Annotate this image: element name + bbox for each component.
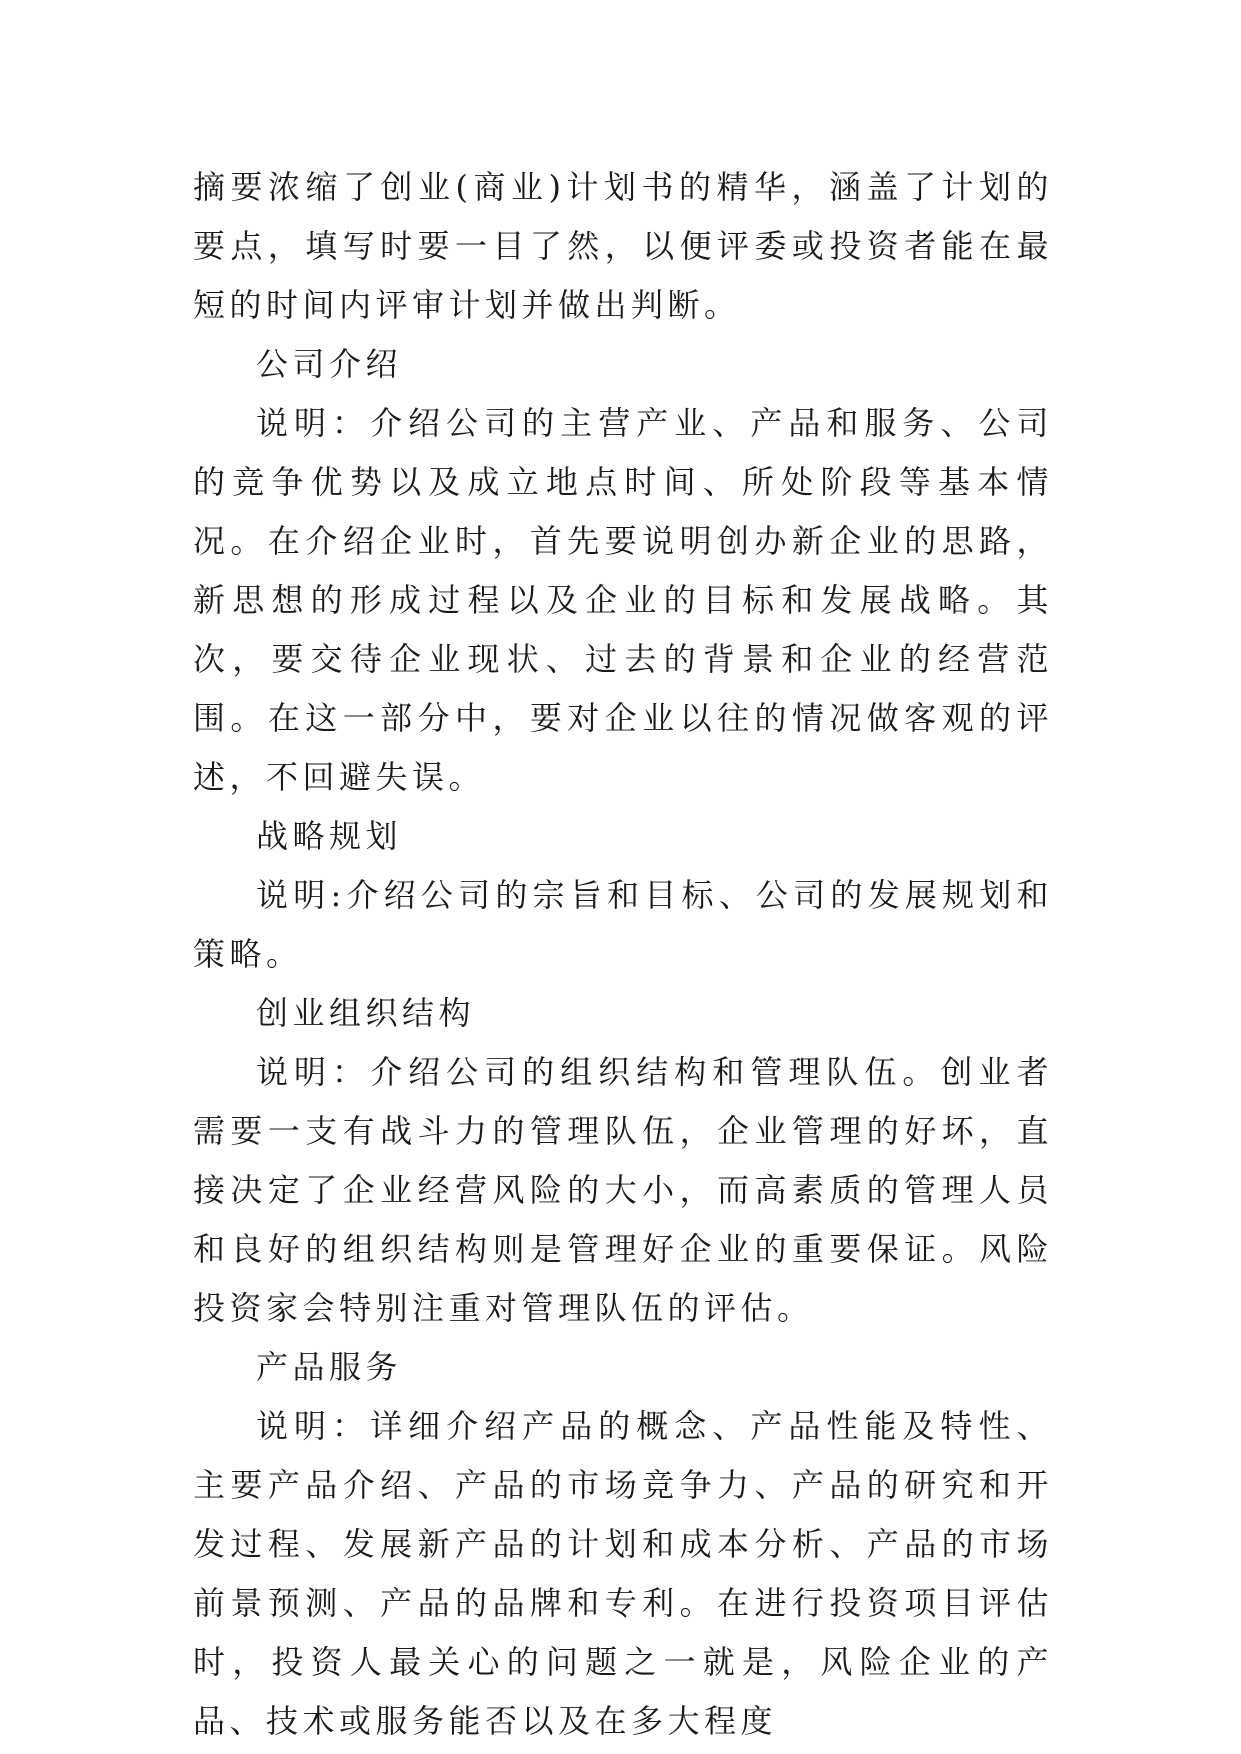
section-heading-strategy: 战略规划: [256, 817, 403, 855]
section-heading-products: 产品服务: [256, 1348, 403, 1386]
products-paragraph: 说明：详细介绍产品的概念、产品性能及特性、主要产品介绍、产品的市场竞争力、产品的研究和开发过程、发展新产品的计划和成本分析、产品的市场前景预测、产品的品牌和专利。在进行投资项目评估时，投资人最关心的问题之一就是，风险企业的产品、技术或服务能否以及在多大程度: [193, 1407, 1053, 1740]
document-page: [193, 158, 1053, 1751]
strategy-paragraph: 说明:介绍公司的宗旨和目标、公司的发展规划和策略。: [193, 876, 1053, 973]
section-heading-organization: 创业组织结构: [256, 994, 476, 1032]
section-heading-company-intro: 公司介绍: [256, 345, 403, 383]
company-intro-paragraph: 说明：介绍公司的主营产业、产品和服务、公司的竞争优势以及成立地点时间、所处阶段等基本情况。在介绍企业时，首先要说明创办新企业的思路，新思想的形成过程以及企业的目标和发展战略。其次，要交待企业现状、过去的背景和企业的经营范围。在这一部分中，要对企业以往的情况做客观的评述，不回避失误。: [193, 404, 1053, 796]
organization-paragraph: 说明：介绍公司的组织结构和管理队伍。创业者需要一支有战斗力的管理队伍，企业管理的好坏，直接决定了企业经营风险的大小，而高素质的管理人员和良好的组织结构则是管理好企业的重要保证。风险投资家会特别注重对管理队伍的评估。: [193, 1053, 1053, 1327]
summary-paragraph: 摘要浓缩了创业(商业)计划书的精华，涵盖了计划的要点，填写时要一目了然，以便评委或投资者能在最短的时间内评审计划并做出判断。: [193, 168, 1053, 324]
